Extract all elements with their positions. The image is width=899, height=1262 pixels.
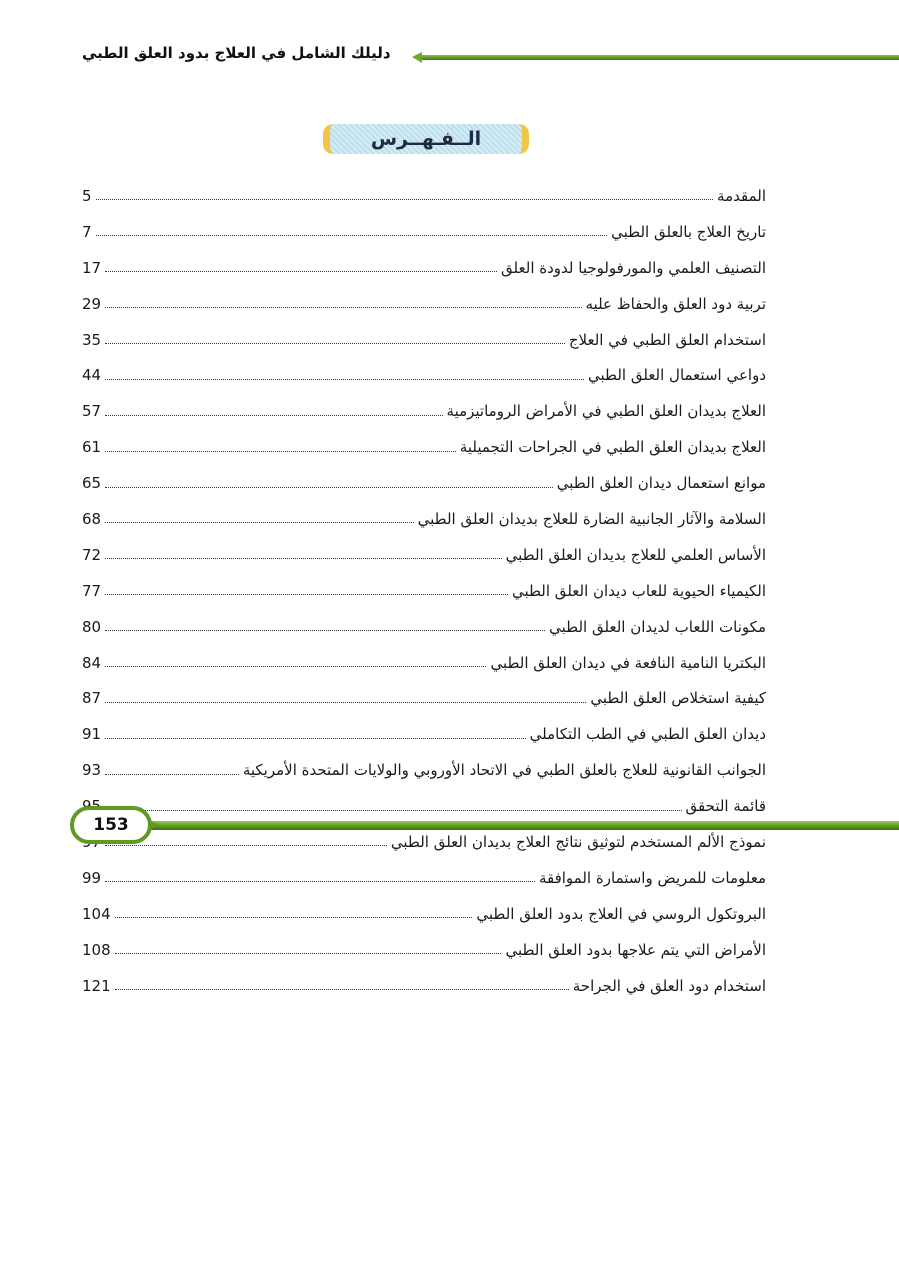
dot-leader	[105, 415, 442, 416]
toc-entry[interactable]	[82, 680, 766, 716]
toc-entry[interactable]	[82, 393, 766, 429]
toc-entry-page: 35	[82, 330, 102, 349]
dot-leader	[105, 881, 535, 882]
toc-entry-page: 80	[82, 617, 102, 636]
toc-entry[interactable]	[82, 501, 766, 537]
toc-entry[interactable]	[82, 322, 766, 358]
toc-entry[interactable]	[82, 860, 766, 896]
footer-rule	[150, 821, 899, 830]
toc-entry[interactable]	[82, 609, 766, 645]
toc-entry-page: 7	[82, 222, 92, 241]
toc-entry-page: 57	[82, 402, 102, 421]
dot-leader	[105, 738, 526, 739]
dot-leader	[105, 845, 387, 846]
toc-entry-title: استخدام العلق الطبي في العلاج	[568, 330, 766, 349]
toc-entry-title: المقدمة	[717, 186, 766, 205]
dot-leader	[96, 199, 714, 200]
dot-leader	[105, 307, 581, 308]
toc-entry-title: الأساس العلمي للعلاج بديدان العلق الطبي	[505, 545, 766, 564]
toc-entry-title: العلاج بديدان العلق الطبي في الجراحات التجميلية	[459, 438, 766, 457]
dot-leader	[105, 702, 586, 703]
toc-entry-title: معلومات للمريض واستمارة الموافقة	[538, 868, 766, 887]
toc-entry-title: تاريخ العلاج بالعلق الطبي	[611, 222, 766, 241]
toc-entry-page: 84	[82, 653, 102, 672]
toc-entry[interactable]	[82, 573, 766, 609]
toc-entry-title: السلامة والآثار الجانبية الضارة للعلاج بديدان العلق الطبي	[417, 509, 766, 528]
toc-entry-title: العلاج بديدان العلق الطبي في الأمراض الروماتيزمية	[446, 402, 766, 421]
toc-entry[interactable]	[82, 465, 766, 501]
toc-entry[interactable]	[82, 357, 766, 393]
toc-entry-title: نموذج الألم المستخدم لتوثيق نتائج العلاج بديدان العلق الطبي	[390, 832, 766, 851]
dot-leader	[105, 774, 239, 775]
dot-leader	[105, 666, 486, 667]
toc-entry-page: 44	[82, 366, 102, 385]
page-number-badge	[70, 806, 152, 844]
toc-entry-page: 99	[82, 868, 102, 887]
toc-entry[interactable]	[82, 716, 766, 752]
dot-leader	[115, 989, 569, 990]
dot-leader	[105, 594, 508, 595]
toc-entry[interactable]	[82, 932, 766, 968]
dot-leader	[115, 953, 502, 954]
toc-entry[interactable]	[82, 214, 766, 250]
toc-entry-page: 68	[82, 509, 102, 528]
toc-entry[interactable]	[82, 178, 766, 214]
toc-entry[interactable]	[82, 250, 766, 286]
toc-entry-title: البروتكول الروسي في العلاج بدود العلق الطبي	[476, 904, 766, 923]
toc-entry-page: 61	[82, 438, 102, 457]
toc-entry-title: الجوانب القانونية للعلاج بالعلق الطبي في الاتحاد الأوروبي والولايات المتحدة الأمريكية	[242, 761, 766, 780]
dot-leader	[105, 487, 553, 488]
toc-entry-page: 108	[82, 940, 111, 959]
toc-entry-title: البكتريا النامية النافعة في ديدان العلق الطبي	[490, 653, 766, 672]
toc-entry[interactable]	[82, 537, 766, 573]
dot-leader	[105, 343, 565, 344]
table-of-contents	[82, 178, 766, 1003]
toc-entry-title: كيفية استخلاص العلق الطبي	[590, 689, 766, 708]
toc-entry-title: الكيمياء الحيوية للعاب ديدان العلق الطبي	[511, 581, 766, 600]
toc-entry[interactable]	[82, 896, 766, 932]
dot-leader	[105, 271, 497, 272]
toc-entry-page: 93	[82, 761, 102, 780]
toc-entry-title: ديدان العلق الطبي في الطب التكاملي	[529, 725, 766, 744]
toc-entry[interactable]	[82, 286, 766, 322]
toc-entry-page: 91	[82, 725, 102, 744]
dot-leader	[105, 451, 456, 452]
toc-entry-page: 87	[82, 689, 102, 708]
dot-leader	[105, 630, 545, 631]
toc-entry-title: موانع استعمال ديدان العلق الطبي	[556, 474, 766, 493]
toc-entry-title: مكونات اللعاب لديدان العلق الطبي	[549, 617, 766, 636]
toc-entry[interactable]	[82, 788, 766, 824]
toc-entry-title: الأمراض التي يتم علاجها بدود العلق الطبي	[505, 940, 766, 959]
running-header: دليلك الشامل في العلاج بدود العلق الطبي	[82, 44, 391, 62]
toc-entry[interactable]	[82, 429, 766, 465]
toc-entry-page: 65	[82, 474, 102, 493]
toc-entry-page: 29	[82, 294, 102, 313]
dot-leader	[105, 379, 584, 380]
dot-leader	[105, 558, 502, 559]
toc-entry-page: 121	[82, 976, 111, 995]
toc-entry-page: 77	[82, 581, 102, 600]
header-rule-tip	[412, 52, 422, 63]
page-number: 153	[93, 815, 129, 835]
toc-entry-title: التصنيف العلمي والمورفولوجيا لدودة العلق	[501, 258, 766, 277]
toc-entry-title: دواعي استعمال العلق الطبي	[587, 366, 766, 385]
index-title: الــفـهــرس	[370, 128, 482, 150]
toc-entry-page: 5	[82, 186, 92, 205]
dot-leader	[115, 917, 473, 918]
dot-leader	[105, 522, 414, 523]
toc-entry[interactable]	[82, 752, 766, 788]
toc-entry-title: تربية دود العلق والحفاظ عليه	[585, 294, 766, 313]
toc-entry[interactable]	[82, 968, 766, 1004]
toc-entry-title: قائمة التحقق	[685, 797, 766, 816]
toc-entry-title: استخدام دود العلق في الجراحة	[572, 976, 766, 995]
header-rule	[420, 55, 899, 60]
toc-entry[interactable]	[82, 645, 766, 681]
toc-entry-page: 72	[82, 545, 102, 564]
toc-entry-page: 104	[82, 904, 111, 923]
toc-entry-page: 17	[82, 258, 102, 277]
dot-leader	[105, 810, 681, 811]
index-title-banner	[323, 124, 529, 154]
dot-leader	[96, 235, 608, 236]
